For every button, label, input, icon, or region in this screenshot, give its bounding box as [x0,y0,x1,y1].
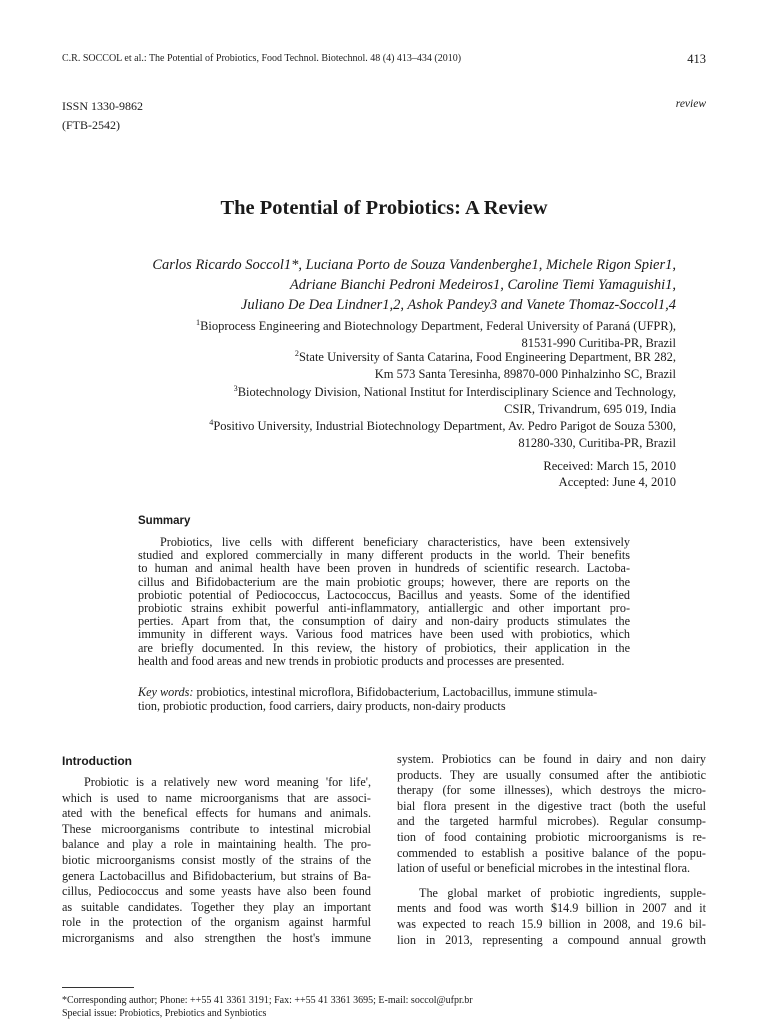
author-line: Adriane Bianchi Pedroni Medeiros1, Caroline Tiemi Yamaguishi1, [289,277,676,293]
running-head: C.R. SOCCOL et al.: The Potential of Probiotics, Food Technol. Biotechnol. 48 (4) 413–434 (2010) [62,53,462,64]
corresponding-author-footnote: *Corresponding author; Phone: ++55 41 3361 3191; Fax: ++55 41 3361 3695; E-mail: soccol@ufpr.br [62,995,473,1006]
author-line: Juliano De Dea Lindner1,2, Ashok Pandey3 and Vanete Thomaz-Soccol1,4 [240,297,676,313]
keywords: Key words: probiotics, intestinal microflora, Bifidobacterium, Lactobacillus, immune stimula- tion, probiotic production, food carriers, dairy products, non-dairy products [138,685,598,713]
footnote-rule [62,987,134,988]
received-date: Received: March 15, 2010 [543,459,676,473]
author-list [36,255,676,315]
intro-right-column: system. Probiotics can be found in dairy and non dairy products. They are usually consumed after the antibiotic therapy (for some illnesses), which destroys the micro- bial flora present in the digestive tract (both the useful and the targeted harmful microbes). Regular consump- tion of food containing probiotic microorganisms is re- commended to establish a positive balance of the popu- lation of useful or beneficial microbes in the intestinal flora. The global market of probiotic ingredients, supple- ments and food was worth $14.9 billion in 2007 and it was expected to reach 15.9 billion in 2008, and 19.6 bil- lion in 2013, representing a compound annual growth [397,752,706,947]
summary-text: Probiotics, live cells with different beneficiary characteristics, have been extensively studied and explored commercially in many different products in the world. Their benefits to human and animal health have been proven in hundreds of scientific research. Lactoba- cillus and Bifidobacterium are the main probiotic groups; however, there are reports on the probiotic potential of Pediococcus, Lactococcus, Bacillus and yeasts. Some of the identified probiotic strains exhibit powerful anti-inflammatory, antiallergic and other important pro- perties. Apart from that, the consumption of dairy and non-dairy products stimulates the immunity in different ways. Various food matrices have been used with probiotics, which are briefly documented. In this review, the history of probiotics, their application in the health and food areas and new trends in probiotic products and processes are presented. [138,535,630,668]
paper-title: The Potential of Probiotics: A Review [220,197,548,219]
article-type: review [675,98,706,110]
issn: ISSN 1330-9862 [62,99,144,113]
accepted-date: Accepted: June 4, 2010 [558,475,676,489]
summary-heading: Summary [138,515,191,527]
introduction-heading: Introduction [62,754,132,768]
article-code: (FTB-2542) [62,118,120,132]
affiliation-1: $^1$Bioprocess Engineering and Biotechnology Department, Federal University of Paraná (UFPR), 81531-990 Curitiba-PR, Brazil [196,317,676,350]
special-issue-footnote: Special issue: Probiotics, Prebiotics and Synbiotics [62,1008,267,1019]
intro-left-column: Probiotic is a relatively new word meaning 'for life', which is used to name microorganisms that are associ- ated with the benefical effects for humans and animals. These microorganisms contribute to intestinal microbial balance and play a role in maintaining health. The pro- biotic microorganisms consist mostly of the strains of the genera Lactobacillus and Bifidobacterium, but strains of Ba- cillus, Pediococcus and some yeasts have also been found as suitable candidates. Together they play an important role in the protection of the organism against harmful microrganisms and also strengthen the host's immune [62,775,371,945]
dates [543,458,676,490]
affiliation-2: $^2$State University of Santa Catarina, Food Engineering Department, BR 282, Km 573 Santa Teresinha, 89870-000 Pinhalzinho SC, Brazil [294,348,676,381]
author-line: Carlos Ricardo Soccol1*, Luciana Porto de Souza Vandenberghe1, Michele Rigon Spier1, [152,257,676,273]
affiliation-4: $^4$Positivo University, Industrial Biotechnology Department, Av. Pedro Parigot de Souza 5300, 81280-330, Curitiba-PR, Brazil [209,417,676,450]
page-number: 413 [687,52,706,66]
affiliation-3: $^3$Biotechnology Division, National Institut for Interdisciplinary Science and Technology, CSIR, Trivandrum, 695 019, India [233,383,676,416]
